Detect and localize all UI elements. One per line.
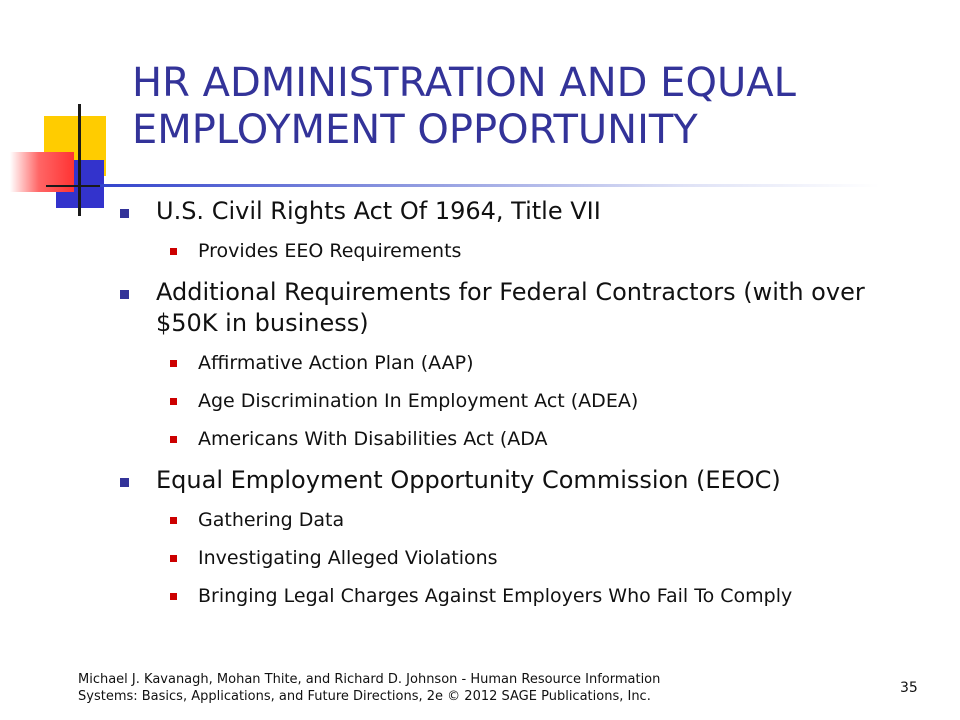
sub-bullet-square-icon (170, 555, 177, 562)
citation-footer: Michael J. Kavanagh, Mohan Thite, and Richard D. Johnson - Human Resource Information Systems: Basics, Applications, and Future Directions, 2e © 2012 SAGE Publications, Inc. (78, 672, 661, 704)
sub-bullet-text: Bringing Legal Charges Against Employers Who Fail To Comply (198, 585, 793, 607)
bullet-civil-rights-act (120, 196, 920, 227)
sub-bullet-text: Provides EEO Requirements (198, 240, 462, 262)
bullet-text: Additional Requirements for Federal Contractors (with over $50K in business) (156, 278, 865, 337)
slide-title: HR ADMINISTRATION AND EQUAL EMPLOYMENT OPPORTUNITY (132, 60, 796, 153)
sub-bullet-eeo-requirements (120, 239, 920, 263)
sub-bullet-square-icon (170, 593, 177, 600)
sub-bullet-investigating (120, 546, 920, 570)
sub-bullet-text: Gathering Data (198, 509, 345, 531)
sub-bullet-text: Affirmative Action Plan (AAP) (198, 352, 474, 374)
vertical-line (78, 104, 81, 216)
decorative-logo (0, 0, 140, 220)
sub-bullet-text: Age Discrimination In Employment Act (ADEA) (198, 390, 639, 412)
sub-bullet-square-icon (170, 398, 177, 405)
bullet-federal-contractors (120, 277, 920, 339)
bullet-square-icon (120, 209, 129, 218)
sub-bullet-ada (120, 427, 920, 451)
bullet-square-icon (120, 290, 129, 299)
sub-bullet-square-icon (170, 517, 177, 524)
sub-bullet-square-icon (170, 436, 177, 443)
sub-bullet-gathering-data (120, 508, 920, 532)
page-number: 35 (900, 680, 918, 696)
title-underline (100, 184, 880, 187)
sub-bullet-text: Americans With Disabilities Act (ADA (198, 428, 548, 450)
sub-bullet-adea (120, 389, 920, 413)
sub-bullet-square-icon (170, 360, 177, 367)
bullet-text: Equal Employment Opportunity Commission (EEOC) (156, 466, 781, 494)
sub-bullet-text: Investigating Alleged Violations (198, 547, 498, 569)
sub-bullet-legal-charges (120, 584, 920, 608)
sub-bullet-square-icon (170, 248, 177, 255)
bullet-text: U.S. Civil Rights Act Of 1964, Title VII (156, 197, 601, 225)
bullet-square-icon (120, 478, 129, 487)
sub-bullet-aap (120, 351, 920, 375)
bullet-list (120, 196, 920, 608)
bullet-eeoc (120, 465, 920, 496)
